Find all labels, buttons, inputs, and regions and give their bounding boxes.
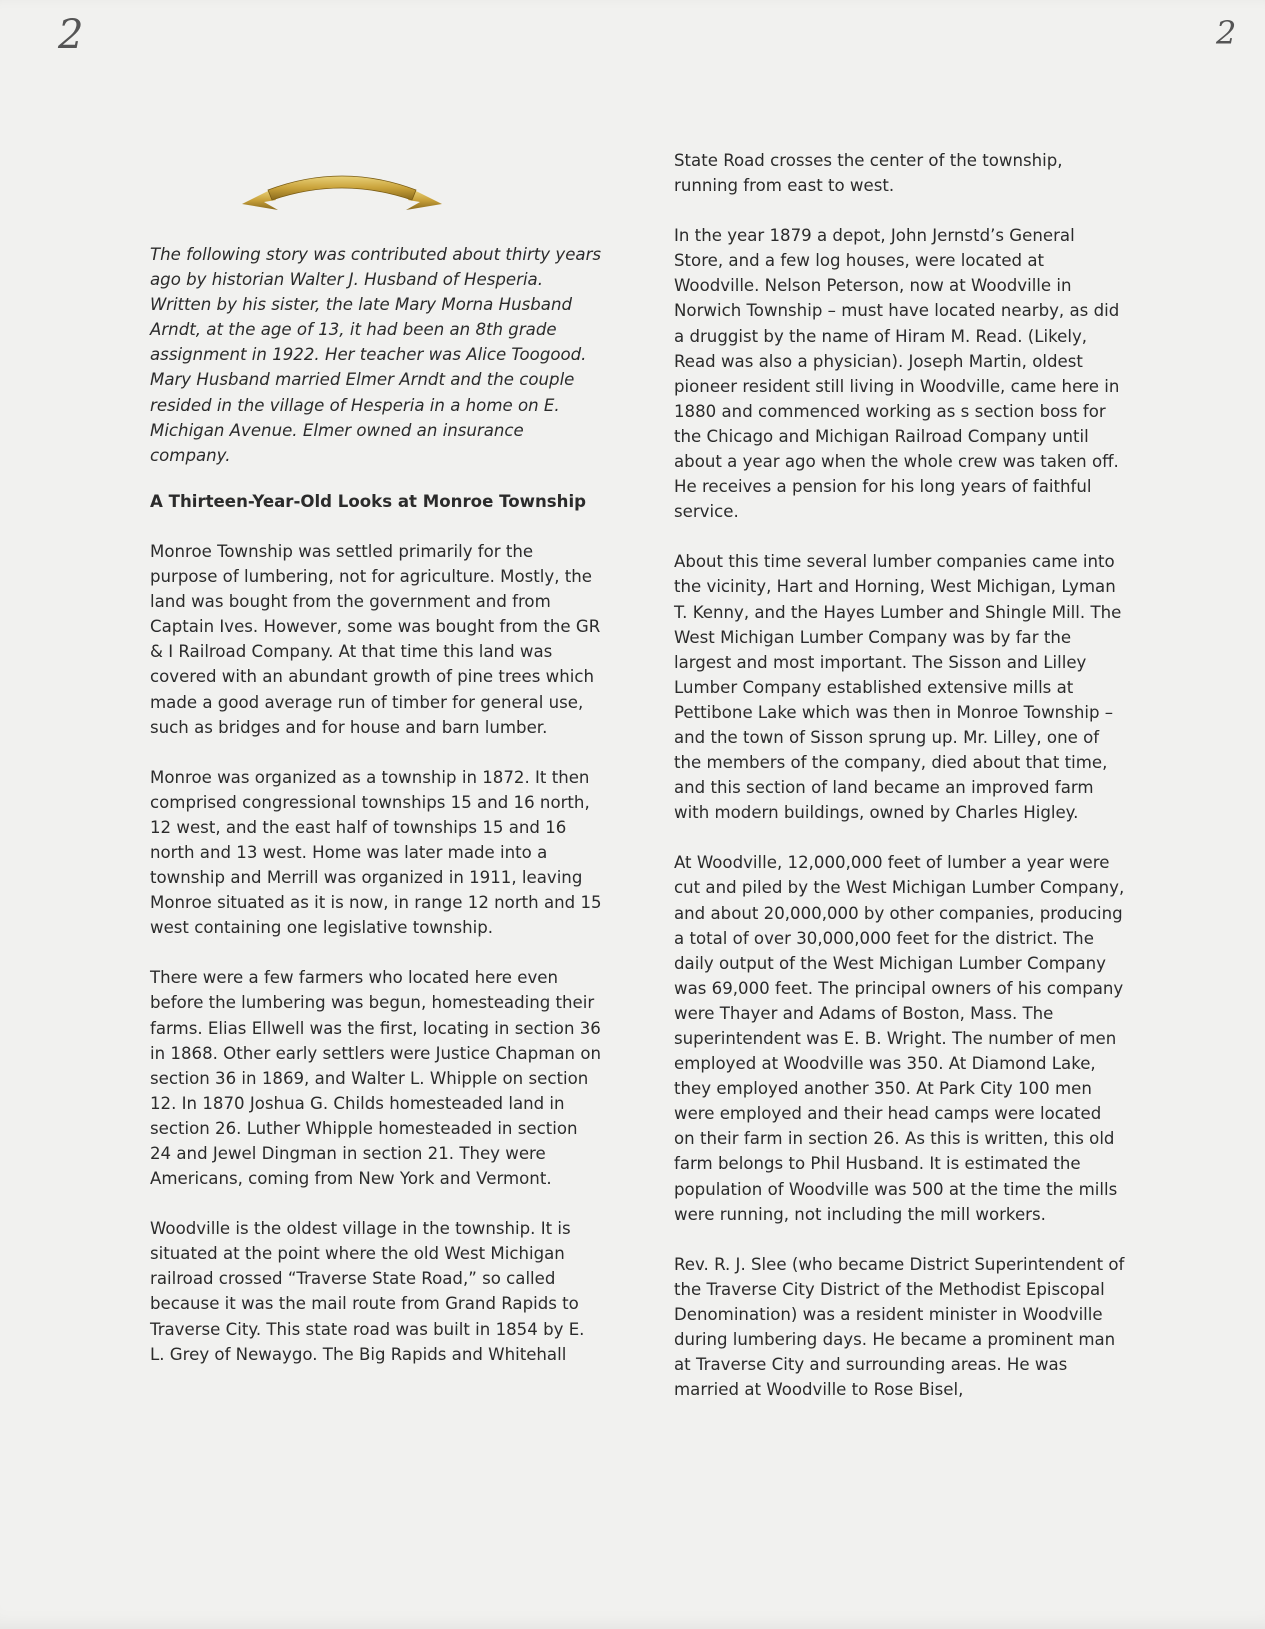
intro-line: Written by his sister, the late Mary Morna Husband Arndt, at the age of 13, it had been an 8th grade assignment in 1922. Her teacher was Alice Toogood. Mary Husband married Elmer Arndt and the couple resided in the village of Hesperia in a home on E. Michigan Avenue. Elmer owned an insurance company.: [150, 295, 587, 465]
body-paragraph: Monroe Township was settled primarily for the purpose of lumbering, not for agriculture. Mostly, the land was bought from the government and from Captain Ives. However, some was bought from the GR & I Railroad Company. At that time this land was covered with an abundant growth of pine trees which made a good average run of timber for general use, such as bridges and for house and barn lumber.: [150, 541, 601, 737]
body-paragraph: Woodville is the oldest village in the township. It is situated at the point where the old West Michigan railroad crossed “Traverse State Road,” so called because it was the mail route from Grand Rapids to Traverse City. This state road was built in 1854 by E. L. Grey of Newaygo. The Big Rapids and Whitehall: [150, 1219, 585, 1364]
gold-ribbon-banner-ornament: [232, 160, 452, 220]
right-column: [674, 148, 1126, 1427]
body-paragraph: At Woodville, 12,000,000 feet of lumber a year were cut and piled by the West Michigan Lumber Company, and about 20,000,000 by other companies, producing a total of over 30,000,000 feet for the district. The daily output of the West Michigan Lumber Company was 69,000 feet. The principal owners of his company were Thayer and Adams of Boston, Mass. The superintendent was E. B. Wright. The number of men employed at Woodville was 350. At Diamond Lake, they employed another 350. At Park City 100 men were employed and their head camps were located on their farm in section 26. As this is written, this old farm belongs to Phil Husband. It is estimated the population of Woodville was 500 at the time the mills were running, not including the mill workers.: [674, 853, 1125, 1224]
intro-note: [150, 242, 602, 468]
left-column: [150, 242, 602, 1392]
body-paragraph: There were a few farmers who located here even before the lumbering was begun, homesteading their farms. Elias Ellwell was the first, locating in section 36 in 1868. Other early settlers were Justice Chapman on section 36 in 1869, and Walter L. Whipple on section 12. In 1870 Joshua G. Childs homesteaded land in section 26. Luther Whipple homesteaded in section 24 and Jewel Dingman in section 21. They were Americans, coming from New York and Vermont.: [150, 968, 602, 1189]
intro-line: The following story was contributed about thirty years ago by historian Walter J. Husband of Hesperia.: [150, 245, 602, 290]
body-paragraph: In the year 1879 a depot, John Jernstd’s General Store, and a few log houses, were located at Woodville. Nelson Peterson, now at Woodville in Norwich Township – must have located nearby, as did a druggist by the name of Hiram M. Read. (Likely, Read was also a physician). Joseph Martin, oldest pioneer resident still living in Woodville, came here in 1880 and commenced working as s section boss for the Chicago and Michigan Railroad Company until about a year ago when the whole crew was taken off. He receives a pension for his long years of faithful service.: [674, 226, 1120, 522]
handwritten-page-number-left: 2: [58, 12, 84, 58]
body-paragraph: Monroe was organized as a township in 1872. It then comprised congressional townships 15 and 16 north, 12 west, and the east half of townships 15 and 16 north and 13 west. Home was later made into a township and Merrill was organized in 1911, leaving Monroe situated as it is now, in range 12 north and 15 west containing one legislative township.: [150, 767, 602, 938]
body-paragraph: State Road crosses the center of the township, running from east to west.: [674, 151, 1063, 196]
handwritten-page-number-right: 2: [1216, 14, 1237, 52]
body-paragraph: About this time several lumber companies came into the vicinity, Hart and Horning, West Michigan, Lyman T. Kenny, and the Hayes Lumber and Shingle Mill. The West Michigan Lumber Company was by far the largest and most important. The Sisson and Lilley Lumber Company established extensive mills at Pettibone Lake which was then in Monroe Township – and the town of Sisson sprung up. Mr. Lilley, one of the members of the company, died about that time, and this section of land became an improved farm with modern buildings, owned by Charles Higley.: [674, 552, 1122, 823]
article-heading: A Thirteen-Year-Old Looks at Monroe Township: [150, 491, 587, 511]
body-paragraph: Rev. R. J. Slee (who became District Superintendent of the Traverse City District of the Methodist Episcopal Denomination) was a resident minister in Woodville during lumbering days. He became a prominent man at Traverse City and surrounding areas. He was married at Woodville to Rose Bisel,: [674, 1254, 1125, 1400]
